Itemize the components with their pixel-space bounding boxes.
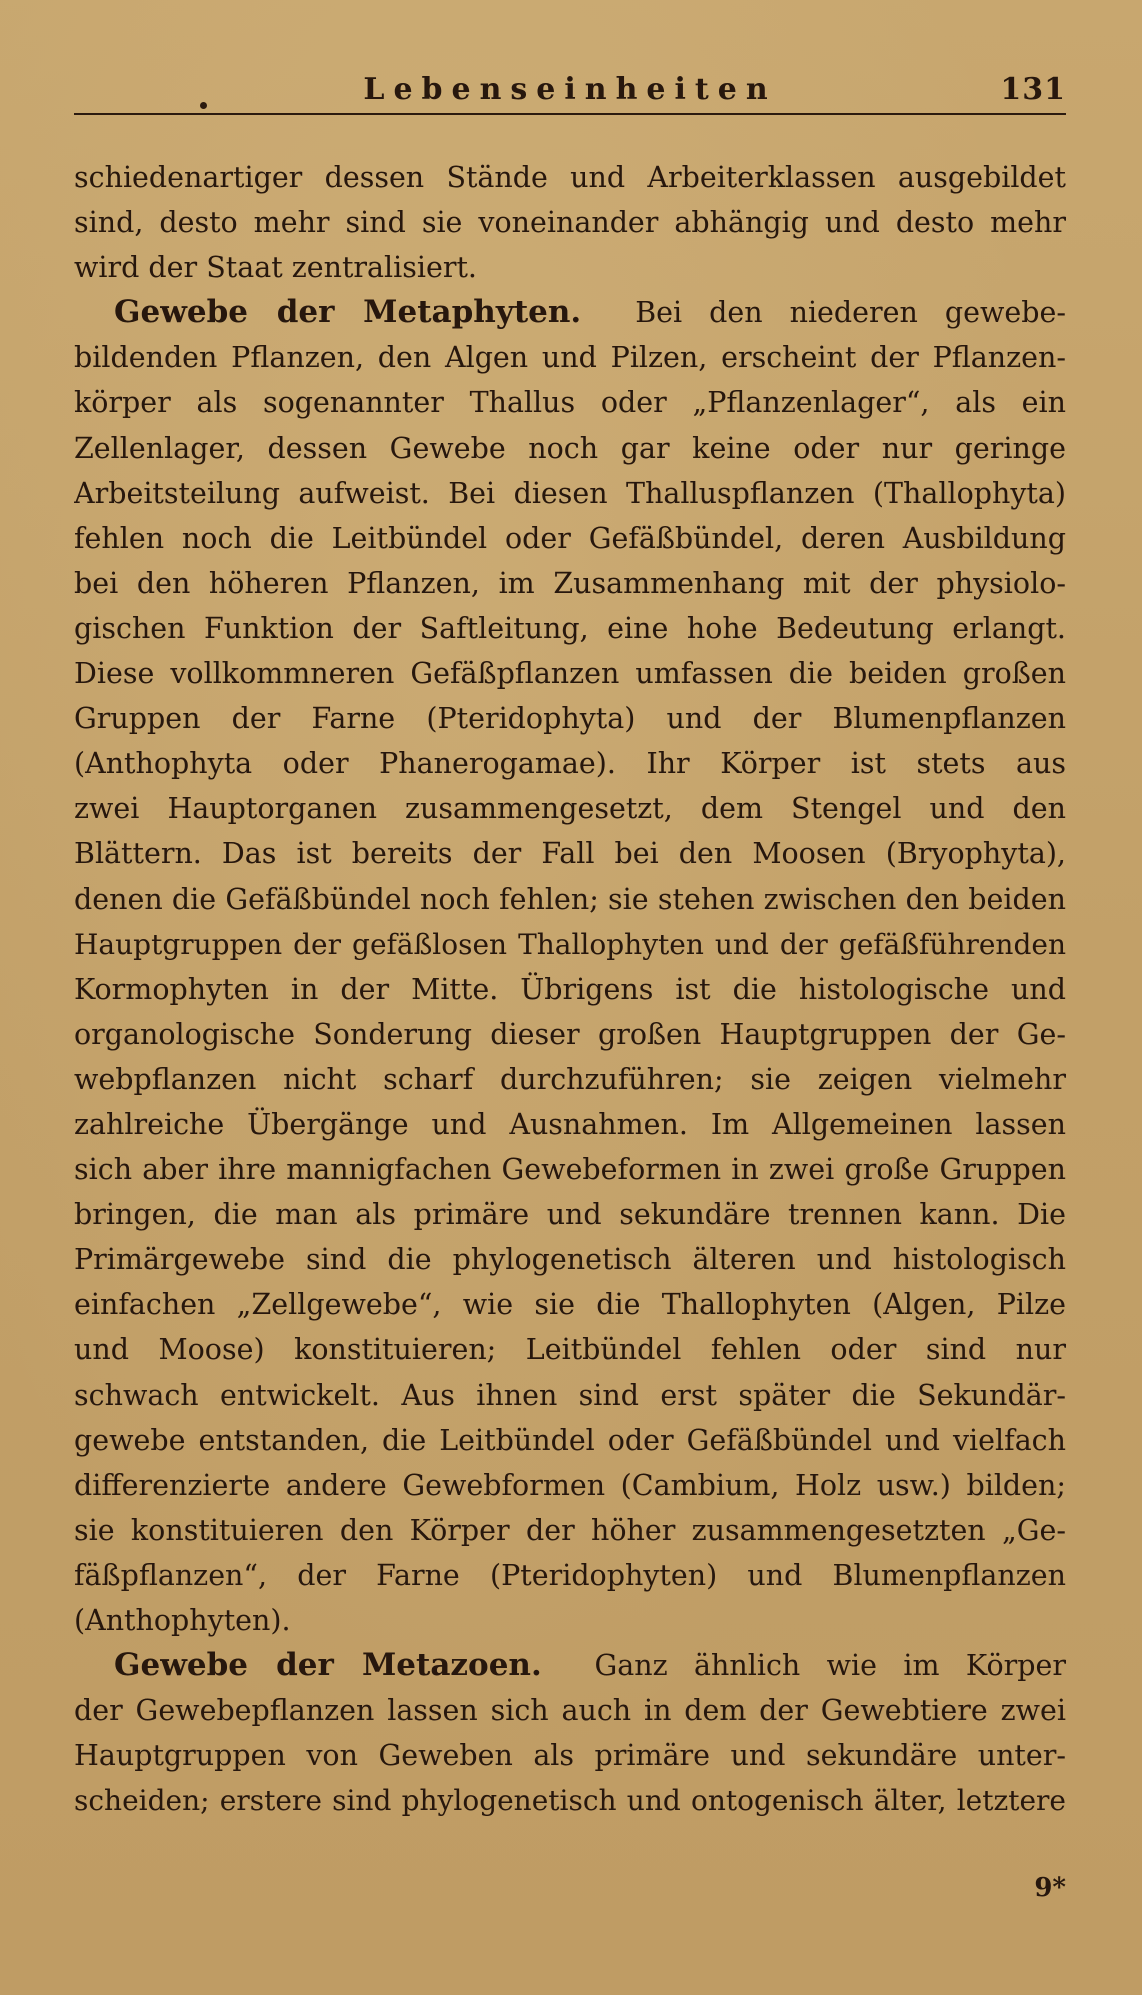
text-line: Kormophyten in der Mitte. Übrigens ist die histologische und — [74, 972, 1066, 1006]
text-line: Diese vollkommneren Gefäßpflanzen umfassen die beiden großen — [74, 657, 1066, 691]
body-text — [74, 155, 1066, 1823]
text-line: Hauptgruppen von Geweben als primäre und sekundäre unter- — [74, 1739, 1066, 1773]
text-line: körper als sogenannter Thallus oder „Pflanzenlager“, als ein — [74, 386, 1066, 420]
text-line: Gruppen der Farne (Pteridophyta) und der Blumenpflanzen — [74, 702, 1066, 736]
text-line: bringen, die man als primäre und sekundäre trennen kann. Die — [74, 1198, 1066, 1232]
heading-line-text: Bei den niederen gewebe- — [635, 296, 1066, 330]
running-header — [74, 68, 1066, 114]
text-line: gewebe entstanden, die Leitbündel oder Gefäßbündel und vielfach — [74, 1423, 1066, 1457]
text-line: Hauptgruppen der gefäßlosen Thallophyten und der gefäßführenden — [74, 927, 1066, 961]
text-line: zahlreiche Übergänge und Ausnahmen. Im Allgemeinen lassen — [74, 1107, 1066, 1141]
section-heading-metazoen: Gewebe der Metazoen. — [114, 1647, 542, 1684]
text-line: schiedenartiger dessen Stände und Arbeiterklassen ausgebildet — [74, 161, 1066, 194]
text-line: sind, desto mehr sind sie voneinander abhängig und desto mehr — [74, 206, 1066, 240]
text-line: organologische Sonderung dieser großen Hauptgruppen der Ge- — [74, 1017, 1066, 1051]
text-line: Blättern. Das ist bereits der Fall bei den Moosen (Bryophyta), — [74, 837, 1066, 871]
text-line: denen die Gefäßbündel noch fehlen; sie stehen zwischen den beiden — [74, 882, 1066, 916]
text-line: fäßpflanzen“, der Farne (Pteridophyten) und Blumenpflanzen — [74, 1558, 1066, 1592]
text-line: Arbeitsteilung aufweist. Bei diesen Thalluspflanzen (Thallophyta) — [74, 476, 1066, 510]
text-line: differenzierte andere Gewebformen (Cambium, Holz usw.) bilden; — [74, 1468, 1066, 1502]
section-heading-metaphyten: Gewebe der Metaphyten. — [114, 294, 582, 331]
text-line: der Gewebepflanzen lassen sich auch in dem der Gewebtiere zwei — [74, 1694, 1066, 1728]
text-line: bei den höheren Pflanzen, im Zusammenhang mit der physiolo- — [74, 566, 1066, 600]
paragraph-first-line — [74, 290, 1066, 335]
text-line: (Anthophyten). — [74, 1604, 291, 1637]
text-line: bildenden Pflanzen, den Algen und Pilzen, erscheint der Pflanzen- — [74, 341, 1066, 375]
header-title: Lebenseinheiten — [363, 72, 777, 107]
text-line: schwach entwickelt. Aus ihnen sind erst später die Sekundär- — [74, 1378, 1066, 1412]
paragraph-first-line — [74, 1643, 1066, 1688]
heading-line-text: Ganz ähnlich wie im Körper — [594, 1649, 1066, 1683]
page-number: 131 — [1000, 72, 1066, 107]
text-line: scheiden; erstere sind phylogenetisch und ontogenisch älter, letztere — [74, 1784, 1066, 1818]
text-line: zwei Hauptorganen zusammengesetzt, dem Stengel und den — [74, 792, 1066, 826]
text-line: sie konstituieren den Körper der höher zusammengesetzten „Ge- — [74, 1513, 1066, 1547]
text-line: einfachen „Zellgewebe“, wie sie die Thallophyten (Algen, Pilze — [74, 1288, 1066, 1322]
text-line: sich aber ihre mannigfachen Gewebeformen in zwei große Gruppen — [74, 1153, 1066, 1187]
text-line: Primärgewebe sind die phylogenetisch älteren und histologisch — [74, 1243, 1066, 1277]
text-line: und Moose) konstituieren; Leitbündel fehlen oder sind nur — [74, 1333, 1066, 1367]
text-line: Zellenlager, dessen Gewebe noch gar keine oder nur geringe — [74, 431, 1066, 465]
header-rule — [74, 113, 1066, 115]
text-line: gischen Funktion der Saftleitung, eine hohe Bedeutung erlangt. — [74, 611, 1066, 645]
signature-mark: 9* — [1034, 1873, 1066, 1903]
text-line: (Anthophyta oder Phanerogamae). Ihr Körper ist stets aus — [74, 747, 1066, 781]
text-line: fehlen noch die Leitbündel oder Gefäßbündel, deren Ausbildung — [74, 521, 1066, 555]
text-line: webpflanzen nicht scharf durchzuführen; sie zeigen vielmehr — [74, 1062, 1066, 1096]
text-line: wird der Staat zentralisiert. — [74, 251, 477, 285]
